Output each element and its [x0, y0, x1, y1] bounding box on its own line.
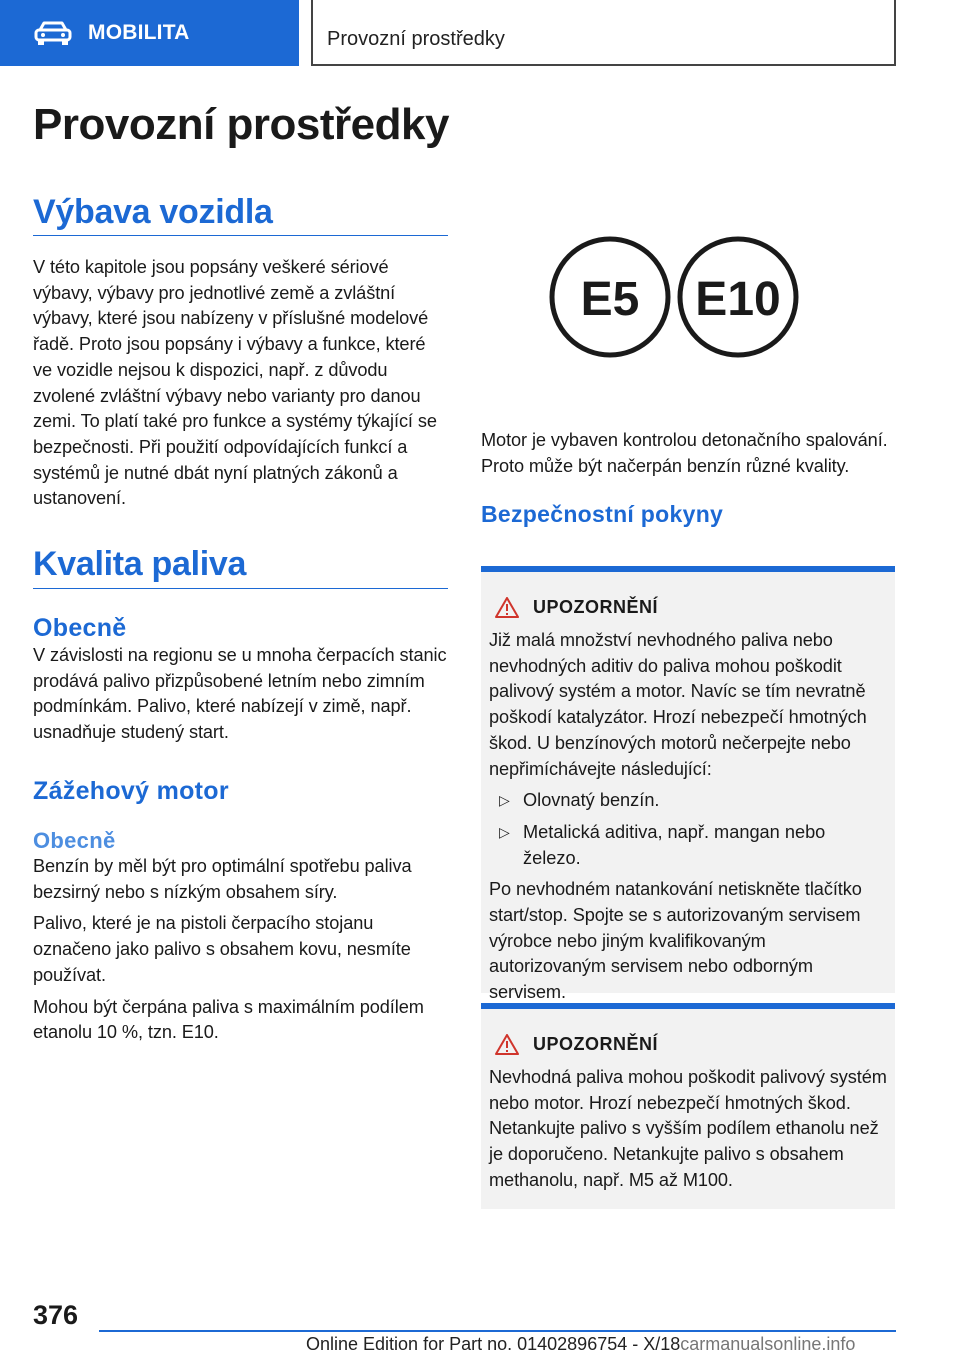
motor-subheading: Obecně [33, 828, 116, 853]
heading-rule [33, 235, 448, 236]
list-item: ▷ Metalická aditiva, např. mangan nebo železo. [499, 821, 826, 868]
chapter-title: Provozní prostředky [327, 28, 505, 50]
warning-triangle-icon [495, 597, 519, 618]
e5-logo [552, 239, 668, 355]
warning-box-1 [481, 566, 895, 1003]
page-number: 376 [33, 1300, 79, 1330]
warning-triangle-icon [495, 1034, 519, 1055]
warning-list [489, 788, 887, 871]
section-tab[interactable] [0, 0, 299, 66]
motor-paragraph-2: Palivo, které je na pistoli čerpacího stojanu označeno jako palivo s obsahem kovu, nesmíte používat. [33, 913, 411, 985]
vybava-section [33, 255, 448, 512]
watermark-text: carmanualsonline.info [680, 1334, 856, 1354]
safety-heading: Bezpečnostní pokyny [481, 501, 724, 528]
warning-title: UPOZORNĚNÍ [533, 1033, 659, 1054]
e10-logo [680, 239, 796, 355]
warning-header [495, 592, 887, 622]
triangle-bullet-icon: ▷ [499, 823, 510, 840]
obecne-text: V závislosti na regionu se u mnoha čerpacích stanic prodává palivo přizpůsobené letním nebo zimním podmínkám. Palivo, které nabízejí v zimě, např. usnadňuje studený start. [33, 645, 447, 743]
motor-section [33, 777, 448, 1046]
kvalita-obecne [33, 614, 448, 746]
motor-knock-text: Motor je vybaven kontrolou detonačního spalování. Proto může být načerpán benzín různé kvality. [481, 430, 888, 476]
obecne-heading: Obecně [33, 614, 127, 642]
edition-text: Online Edition for Part no. 01402896754 - X/18 [306, 1334, 681, 1354]
motor-heading: Zážehový motor [33, 777, 229, 805]
vybava-heading-wrap [33, 193, 448, 232]
kvalita-heading: Kvalita paliva [33, 545, 247, 583]
section-label: MOBILITA [88, 21, 190, 44]
motor-paragraph-3: Mohou být čerpána paliva s maximálním podílem etanolu 10 %, tzn. E10. [33, 996, 424, 1043]
e10-label: E10 [695, 273, 781, 326]
list-item: ▷ Olovnatý benzín. [489, 788, 887, 814]
chapter-header [311, 0, 896, 66]
warning-title: UPOZORNĚNÍ [533, 596, 659, 617]
e5-label: E5 [580, 273, 640, 326]
warning-box-2 [481, 1003, 895, 1209]
kvalita-heading-wrap [33, 545, 448, 584]
heading-rule [33, 588, 448, 589]
car-icon [34, 21, 72, 45]
warning-text-1: Již malá množství nevhodného paliva nebo nevhodných aditiv do paliva mohou poškodit palivový systém a motor. Navíc se tím nevratně poškodí katalyzátor. Hrozí nebezpečí hmotných škod. U benzínových motorů nečerpejte nebo nepřimíchávejte následující: [489, 630, 867, 779]
vybava-heading: Výbava vozidla [33, 193, 273, 231]
footer-text [306, 1334, 855, 1355]
footer-rule [99, 1330, 896, 1332]
vybava-paragraph: V této kapitole jsou popsány veškeré sériové výbavy, výbavy pro jednotlivé země a zvláštní výbavy, které jsou nabízeny v příslušné modelové řadě. Proto jsou popsány i výbavy a funkce, které ve vozidle nejsou k dispozici, např. z důvodu zvolené zvláštní výbavy nebo varianty pro danou zemi. To platí také pro funkce a systémy týkající se bezpečnosti. Při použití odpovídajících funkcí a systémů je nutné dbát nyní platných zákonů a ustanovení. [33, 257, 437, 509]
warning-header [495, 1029, 887, 1059]
triangle-bullet-icon: ▷ [499, 792, 510, 809]
motor-knock-section [481, 428, 895, 528]
warning-text: Nevhodná paliva mohou poškodit palivový systém nebo motor. Hrozí nebezpečí hmotných škod. Netankujte palivo s vyšším podílem ethanolu než je doporučeno. Netankujte palivo s obsahem methanolu, např. M5 až M100. [489, 1067, 887, 1190]
motor-paragraph-1: Benzín by měl být pro optimální spotřebu paliva bezsirný nebo s nízkým obsahem síry. [33, 856, 412, 902]
fuel-compatibility-logos [548, 235, 800, 359]
warning-text-2: Po nevhodném natankování netiskněte tlačítko start/stop. Spojte se s autorizovaným servisem výrobce nebo jiným kvalifikovaným autorizovaným servisem nebo odborným servisem. [489, 879, 862, 1003]
page-title: Provozní prostředky [33, 100, 449, 149]
